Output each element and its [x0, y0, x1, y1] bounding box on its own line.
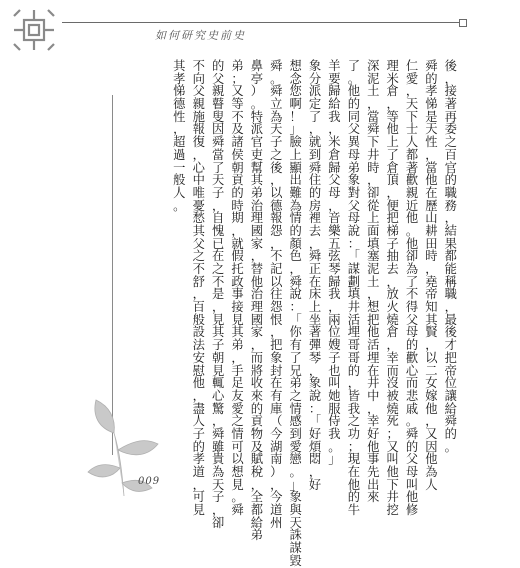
- text-column: 了 。 他 的 同 父 異 母 弟 象 對 父 母 說 ： 「 謀 劃 填 井 活 埋 哥 哥 的 ， 皆 我 之 功 ； 現 在 他 的 牛: [347, 59, 360, 518]
- text-column: 羊 要 歸 給 我 ， 米 倉 歸 父 母 ， 音 樂 五 弦 琴 歸 我 ， 兩 位 嫂 子 也 叫 她 服 侍 我 。 」: [328, 59, 341, 467]
- text-column: 其 孝 悌 德 性 ， 超 過 一 般 人 。: [173, 59, 186, 213]
- text-column: 不 向 父 親 施 報 復 ， 心 中 唯 憂 愁 其 父 之 不 舒 ， 百 般 設 法 安 慰 他 ， 盡 人 子 的 孝 道 ， 可 見: [192, 59, 205, 518]
- text-column: 鼻 亭 ） 。 特 派 官 吏 幫 其 弟 治 理 國 家 ， 替 他 治 理 國 家 ， 而 將 收 來 的 貢 物 及 賦 稅 ， 全 都 給 弟: [250, 59, 264, 543]
- text-column: 仁 愛 ， 天 下 士 人 都 著 歡 親 近 他 。 他 卻 為 了 不 得 父 母 的 歡 心 而 悲 戚 。 舜 的 父 母 叫 他 修: [405, 59, 419, 518]
- text-column: 弟 ； 又 等 不 及 諸 侯 朝 貢 的 時 期 ， 就 假 托 政 事 接 見 其 弟 ， 手 足 友 愛 之 情 可 以 想 見 。 舜: [231, 59, 244, 518]
- header-rule-ornament: [459, 19, 467, 27]
- series-title: 如何研究史前史: [155, 29, 246, 42]
- text-column: 舜 的 孝 悌 是 天 性 ， 當 他 在 歷 山 耕 田 時 ， 堯 帝 知 其 賢 ， 以 二 女 嫁 他 ， 又 因 他 為 人: [425, 59, 438, 492]
- text-column: 後 ， 接 著 再 委 之 百 官 的 職 務 ， 結 果 都 能 稱 職 ， 最 後 才 把 帝 位 讓 給 舜 的 。: [444, 59, 457, 454]
- text-column: 理 米 倉 ， 等 他 上 了 倉 頂 ， 便 把 梯 子 抽 去 ， 放 火 燒 倉 ， 幸 而 沒 被 燒 死 ； 又 叫 他 下 井 挖: [386, 59, 399, 518]
- text-column: 的 父 親 瞽 叟 因 舜 當 了 天 子 ， 自 愧 已 在 之 不 是 ， 見 其 子 朝 見 輒 心 驚 ， 舜 雖 貴 為 天 子 ， 卻: [211, 59, 225, 530]
- text-column: 舜 。 舜 立 為 天 子 之 後 ， 以 德 報 怨 ， 不 記 以 往 怨 恨 ， 把 象 封 在 有 庫 （ 今 湖 南 ） ， 今 道 州: [270, 59, 283, 530]
- header-rule: [62, 22, 464, 23]
- decorative-knot-ornament: [10, 6, 58, 54]
- text-column: 深 泥 土 ， 當 舜 下 井 時 ， 卻 從 上 面 填 塞 泥 土 ， 想 把 他 活 埋 在 井 中 ， 幸 好 他 事 先 出 來: [367, 59, 380, 505]
- text-column: 想 念 您 啊 ！ 」 臉 上 顯 出 難 為 情 的 顏 色 ， 舜 說 ： 「 你 有 了 兄 弟 之 情 感 到 愛 戀 。 」 象 與 天 誅 謀 毀: [289, 59, 302, 568]
- page-number: 009: [138, 476, 161, 487]
- text-column: 象 分 派 定 了 ， 就 到 舜 住 的 房 裡 去 ， 舜 正 在 床 上 坐 著 彈 琴 ， 象 說 ： 「 好 煩 悶 ， 好: [308, 59, 322, 492]
